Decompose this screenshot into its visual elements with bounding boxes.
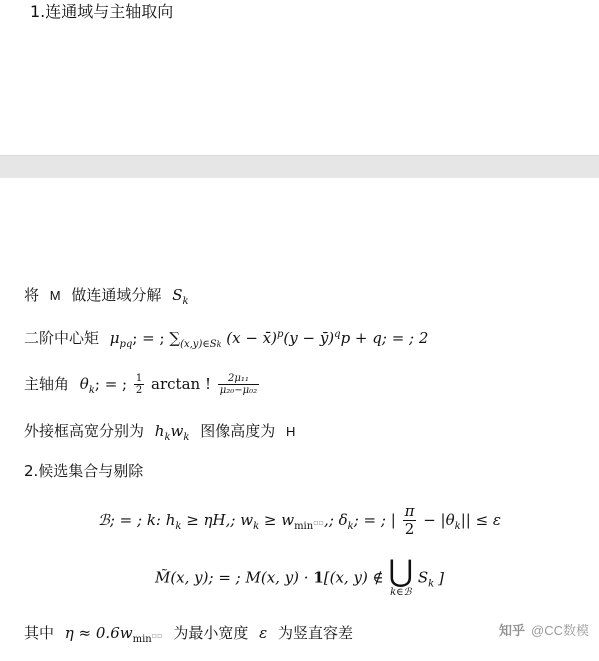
axis-angle-line [24,373,261,401]
moment-term-y: (y − ȳ) [283,329,335,347]
symbol-theta: θ [79,375,89,393]
big-union-symbol: ⋃ [388,554,414,589]
heading-candidate-set: 2.候选集合与剔除 [24,462,144,480]
moment-exp-p: p [276,329,284,340]
components-verb: 做连通域分解 [71,286,162,304]
eq-B-mid3: ,; δ [324,511,348,529]
components-text: 将 [24,286,40,304]
symbol-S: S [172,286,183,304]
eq-M-S: S [417,568,429,587]
symbol-theta-subscript: k [88,385,95,396]
eq-M-tail: ] [438,568,445,587]
page-break-gap [0,155,599,179]
axis-angle-label: 主轴角 [24,375,70,393]
moment-term-x: (x − x̄) [226,329,277,347]
half-denominator: 2 [135,385,143,396]
big-union-subscript: k∈ℬ [390,587,412,598]
document-page-top [0,0,599,155]
eq-B-k2: k [253,521,260,532]
watermark-author: @CC数模 [531,623,589,638]
eq-B-k1: k [175,521,182,532]
eta-expression: η ≈ 0.6w [64,624,133,642]
masked-image-equation [0,554,599,599]
eq-M-mid: [(x, y) ∉ [323,568,389,587]
symbol-h: h [154,422,165,440]
symbol-w-subscript: k [183,432,190,443]
components-line [24,285,189,312]
half-numerator: 1 [135,373,143,384]
half-fraction [134,373,144,396]
sum-subscript-k: k [216,340,222,349]
zhihu-watermark [499,620,589,639]
moment-order: p + q; = ; 2 [340,329,429,347]
assign-symbol-2: ; = ; [94,375,128,393]
eq-B-k3: k [347,521,354,532]
assign-symbol: ; = ; [132,329,165,347]
symbol-mu: μ [109,329,120,347]
eq-B-tail: || ≤ ε [460,511,501,529]
sum-symbol: ∑ [169,329,181,347]
sum-subscript: (x,y)∈S [180,339,217,350]
symbol-M: M [49,288,61,303]
symbol-H: H [286,424,296,439]
zhihu-logo: 知乎 [499,623,526,638]
vertical-tolerance-text: 为竖直容差 [277,624,353,642]
symbol-h-subscript: k [164,432,171,443]
candidate-set-equation [0,503,599,538]
min-width-text: 为最小宽度 [173,624,249,642]
eq-B-mid1: ≥ ηH,; w [181,511,254,529]
bounding-box-label: 外接框高宽分别为 [24,422,145,440]
two-denominator: 2 [404,520,415,538]
eta-placeholder-box: ▫▫ [151,631,163,640]
moment-exp-q: q [334,329,341,340]
arctan-text: arctan ! [151,375,211,393]
heading-connected-components: 1.连通域与主轴取向 [30,2,174,21]
moment-fraction-numerator: 2μ₁₁ [218,373,259,385]
symbol-mu-subscript: pq [119,339,133,350]
central-moment-line [24,325,428,355]
eq-B-mid2: ≥ w [259,511,295,529]
symbol-epsilon: ε [259,624,268,642]
eq-M-S-subscript: k [428,578,435,590]
eq-B-mid4: ; = ; | [353,511,396,529]
eq-B-min: min [294,521,314,532]
symbol-w: w [170,422,184,440]
tolerance-label: 其中 [24,624,55,642]
eq-B-placeholder-box: ▫▫ [313,518,325,527]
eq-B-lhs: ℬ; = ; k: h [98,511,176,529]
eta-min-subscript: min [132,634,152,645]
big-union [388,554,414,599]
eq-B-mid5: − |θ [418,511,455,529]
moment-fraction [218,373,259,396]
tolerance-line [24,623,353,650]
pi-numerator: π [404,502,415,520]
central-moment-label: 二阶中心矩 [24,329,100,347]
bounding-box-line [24,421,295,448]
pi-over-two-fraction [403,503,417,538]
eq-B-k4: k [454,521,461,532]
indicator-one: 1 [313,568,324,587]
moment-fraction-denominator: μ₂₀−μ₀₂ [219,385,258,396]
image-height-text: 图像高度为 [200,422,276,440]
eq-M-lhs: M̃(x, y); = ; M(x, y) · [154,568,314,587]
symbol-S-subscript: k [182,296,189,307]
